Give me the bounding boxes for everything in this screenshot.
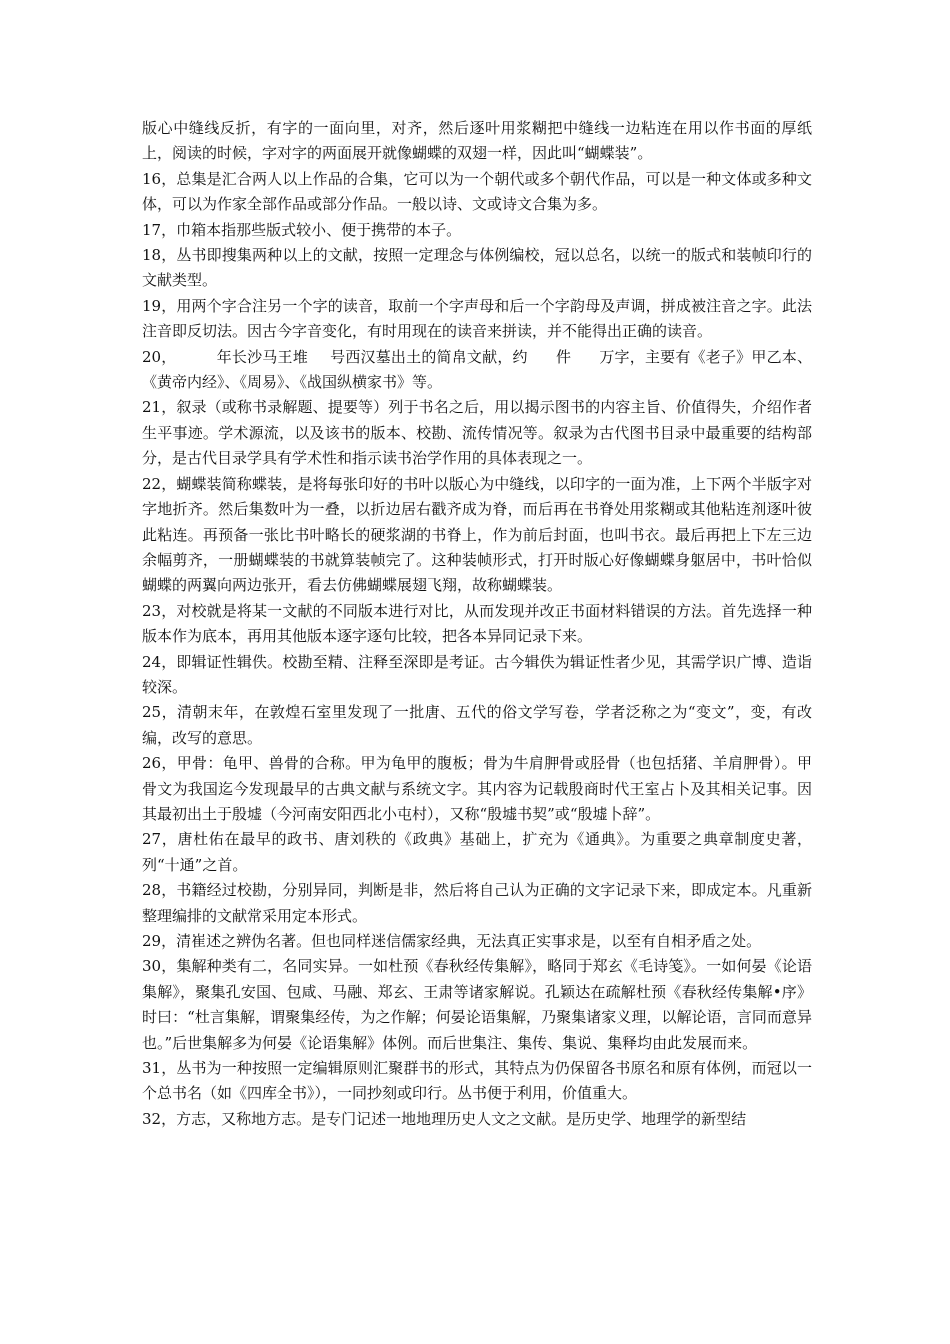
paragraph-20-text-b: 号西汉墓出土的简帛文献，约 [329, 347, 528, 366]
paragraph-29: 29，清崔述之辨伪名著。但也同样迷信儒家经典，无法真正实事求是，以至有自相矛盾之处。 [142, 932, 762, 950]
paragraph-22: 22，蝴蝶装简称蝶装，是将每张印好的书叶以版心为中缝线，以印字的一面为准，上下两个半版字对字地折齐。然后集数叶为一叠，以折边居右戳齐成为脊，而后再在书脊处用浆糊或其他粘连剂逐叶彼此粘连。再预备一张比书叶略长的硬浆湖的书脊上，作为前后封面，也叫书衣。最后再把上下左三边余幅剪齐，一册蝴蝶装的书就算装帧完了。这种装帧形式，打开时版心好像蝴蝶身躯居中，书叶恰似蝴蝶的两翼向两边张开，看去仿佛蝴蝶展翅飞翔，故称蝴蝶装。 [142, 474, 812, 595]
paragraph-31: 31，丛书为一种按照一定编辑原则汇聚群书的形式，其特点为仍保留各书原名和原有体例，而冠以一个总书名（如《四库全书》），一同抄刻或印行。丛书便于利用，价值重大。 [142, 1059, 812, 1103]
paragraph-25: 25，清朝末年，在敦煌石室里发现了一批唐、五代的俗文学写卷，学者泛称之为“变文”，变，有改编，改写的意思。 [142, 703, 812, 747]
paragraph-23: 23，对校就是将某一文献的不同版本进行对比，从而发现并改正书面材料错误的方法。首先选择一种版本作为底本，再用其他版本逐字逐句比较，把各本异同记录下来。 [142, 601, 812, 646]
paragraph-21: 21，叙录（或称书录解题、提要等）列于书名之后，用以揭示图书的内容主旨、价值得失，介绍作者生平事迹。学术源流，以及该书的版本、校勘、流传情况等。叙录为古代图书目录中最重要的结构部分，是古代目录学具有学术性和指示读书治学作用的具体表现之一。 [142, 398, 812, 468]
paragraph-28: 28，书籍经过校勘，分别异同，判断是非，然后将自己认为正确的文字记录下来，即成定本。凡重新整理编排的文献常采用定本形式。 [142, 881, 812, 925]
paragraph-30: 30，集解种类有二，名同实异。一如杜预《春秋经传集解》，略同于郑玄《毛诗笺》。一如何晏《论语集解》，聚集孔安国、包咸、马融、郑玄、王肃等诸家解说。孔颖达在疏解杜预《春秋经传集解•序》时曰：“杜言集解，谓聚集经传，为之作解；何晏论语集解，乃聚集诸家义理，以解论语，言同而意异也。”后世集解多为何晏《论语集解》体例。而后世集注、集传、集说、集释均由此发展而来。 [142, 957, 812, 1052]
paragraph-20-text-a: 年长沙马王堆 [216, 347, 308, 366]
paragraph-20-number: 20， [142, 347, 177, 366]
document-body [142, 116, 812, 1132]
paragraph-18: 18，丛书即搜集两种以上的文献，按照一定理念与体例编校，冠以总名，以统一的版式和装帧印行的文献类型。 [142, 246, 812, 290]
paragraph-20-text-d: 万字，主要有《老子》甲乙本、《黄帝内经》、《周易》、《战国纵横家书》等。 [142, 347, 812, 392]
paragraph-24: 24，即辑证性辑佚。校勘至精、注释至深即是考证。古今辑佚为辑证性者少见，其需学识广博、造诣较深。 [142, 652, 812, 696]
paragraph-15-continued: 版心中缝线反折，有字的一面向里，对齐，然后逐叶用浆糊把中缝线一边粘连在用以作书面的厚纸上，阅读的时候，字对字的两面展开就像蝴蝶的双翅一样，因此叫“蝴蝶装”。 [142, 119, 812, 163]
paragraph-17: 17，巾箱本指那些版式较小、便于携带的本子。 [142, 220, 462, 239]
paragraph-32: 32，方志，又称地方志。是专门记述一地地理历史人文之文献。是历史学、地理学的新型结 [142, 1109, 747, 1128]
paragraph-16: 16，总集是汇合两人以上作品的合集，它可以为一个朝代或多个朝代作品，可以是一种文体或多种文体，可以为作家全部作品或部分作品。一般以诗、文或诗文合集为多。 [142, 169, 812, 214]
paragraph-19: 19，用两个字合注另一个字的读音，取前一个字声母和后一个字韵母及声调，拼成被注音之字。此法注音即反切法。因古今字音变化，有时用现在的读音来拼读，并不能得出正确的读音。 [142, 296, 812, 341]
paragraph-26: 26，甲骨：龟甲、兽骨的合称。甲为龟甲的腹板；骨为牛肩胛骨或胫骨（也包括猪、羊肩胛骨）。甲骨文为我国迄今发现最早的古典文献与系统文字。其内容为记载殷商时代王室占卜及其相关记事。因其最初出土于殷墟（今河南安阳西北小屯村），又称“殷墟书契”或“殷墟卜辞”。 [142, 754, 812, 823]
paragraph-20-text-c: 件 [555, 347, 572, 366]
paragraph-20 [142, 345, 812, 396]
paragraph-27: 27，唐杜佑在最早的政书、唐刘秩的《政典》基础上，扩充为《通典》。为重要之典章制度史著，列“十通”之首。 [142, 830, 812, 874]
